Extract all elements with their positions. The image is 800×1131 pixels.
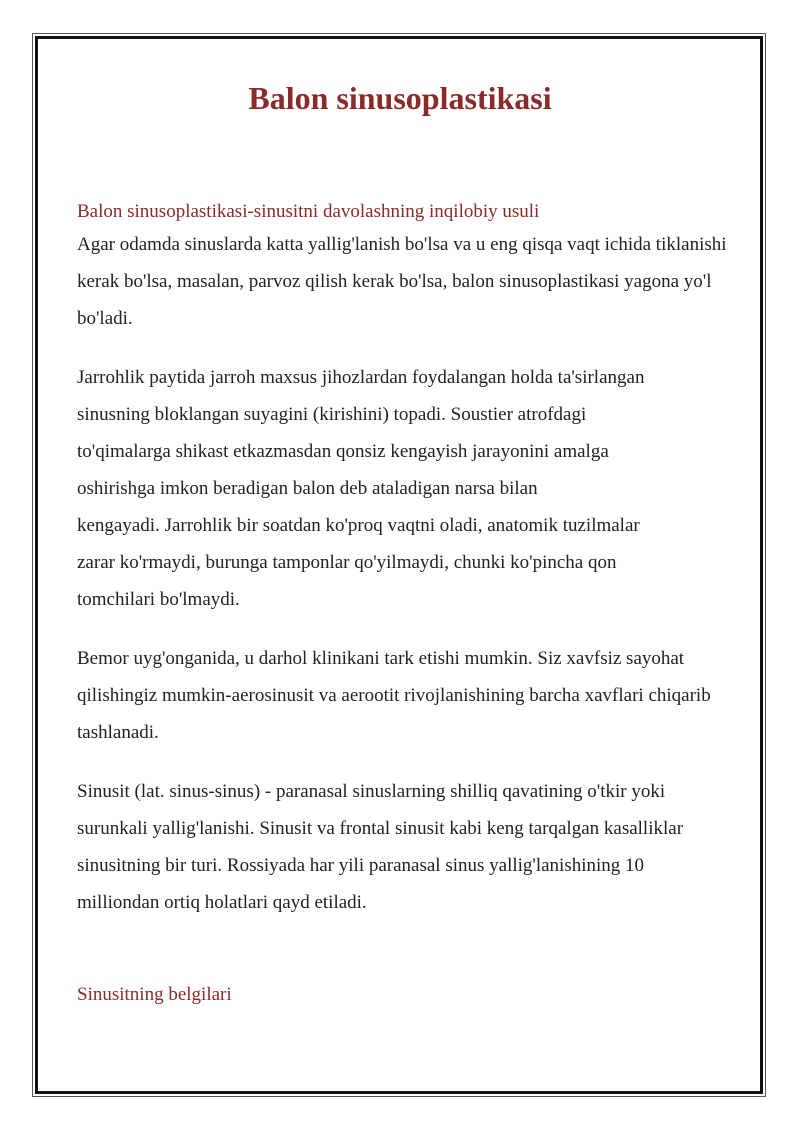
paragraph-2 [77, 359, 727, 618]
paragraph-3: Bemor uyg'onganida, u darhol klinikani tark etishi mumkin. Siz xavfsiz sayohat qilishingiz mumkin-aerosinusit va aerootit rivojlanishining barcha xavflari chiqarib tashlanadi. [77, 648, 711, 743]
paragraph-2-line: kengayadi. Jarrohlik bir soatdan ko'proq vaqtni oladi, anatomik tuzilmalar [77, 515, 640, 536]
paragraph-2-line: Jarrohlik paytida jarroh maxsus jihozlardan foydalangan holda ta'sirlangan [77, 367, 645, 388]
paragraph-1: Agar odamda sinuslarda katta yallig'lanish bo'lsa va u eng qisqa vaqt ichida tiklanishi kerak bo'lsa, masalan, parvoz qilish kerak bo'lsa, balon sinusoplastikasi yagona yo'l bo'ladi. [77, 234, 727, 329]
paragraph-2-line: zarar ko'rmaydi, burunga tamponlar qo'yilmaydi, chunki ko'pincha qon [77, 552, 617, 573]
document-body [77, 197, 727, 921]
paragraph-2-line: to'qimalarga shikast etkazmasdan qonsiz kengayish jarayonini amalga [77, 441, 609, 462]
paragraph-2-line: sinusning bloklangan suyagini (kirishini) topadi. Soustier atrofdagi [77, 404, 587, 425]
section-heading: Balon sinusoplastikasi-sinusitni davolashning inqilobiy usuli [77, 201, 540, 222]
document-title: Balon sinusoplastikasi [248, 80, 552, 116]
paragraph-2-line: tomchilari bo'lmaydi. [77, 589, 240, 610]
paragraph-4: Sinusit (lat. sinus-sinus) - paranasal sinuslarning shilliq qavatining o'tkir yoki surunkali yallig'lanishi. Sinusit va frontal sinusit kabi keng tarqalgan kasalliklar sinusitning bir turi. Rossiyada har yili paranasal sinus yallig'lanishining 10 milliondan ortiq holatlari qayd etiladi. [77, 781, 684, 913]
paragraph-2-line: oshirishga imkon beradigan balon deb ataladigan narsa bilan [77, 478, 538, 499]
symptoms-heading: Sinusitning belgilari [77, 984, 232, 1005]
